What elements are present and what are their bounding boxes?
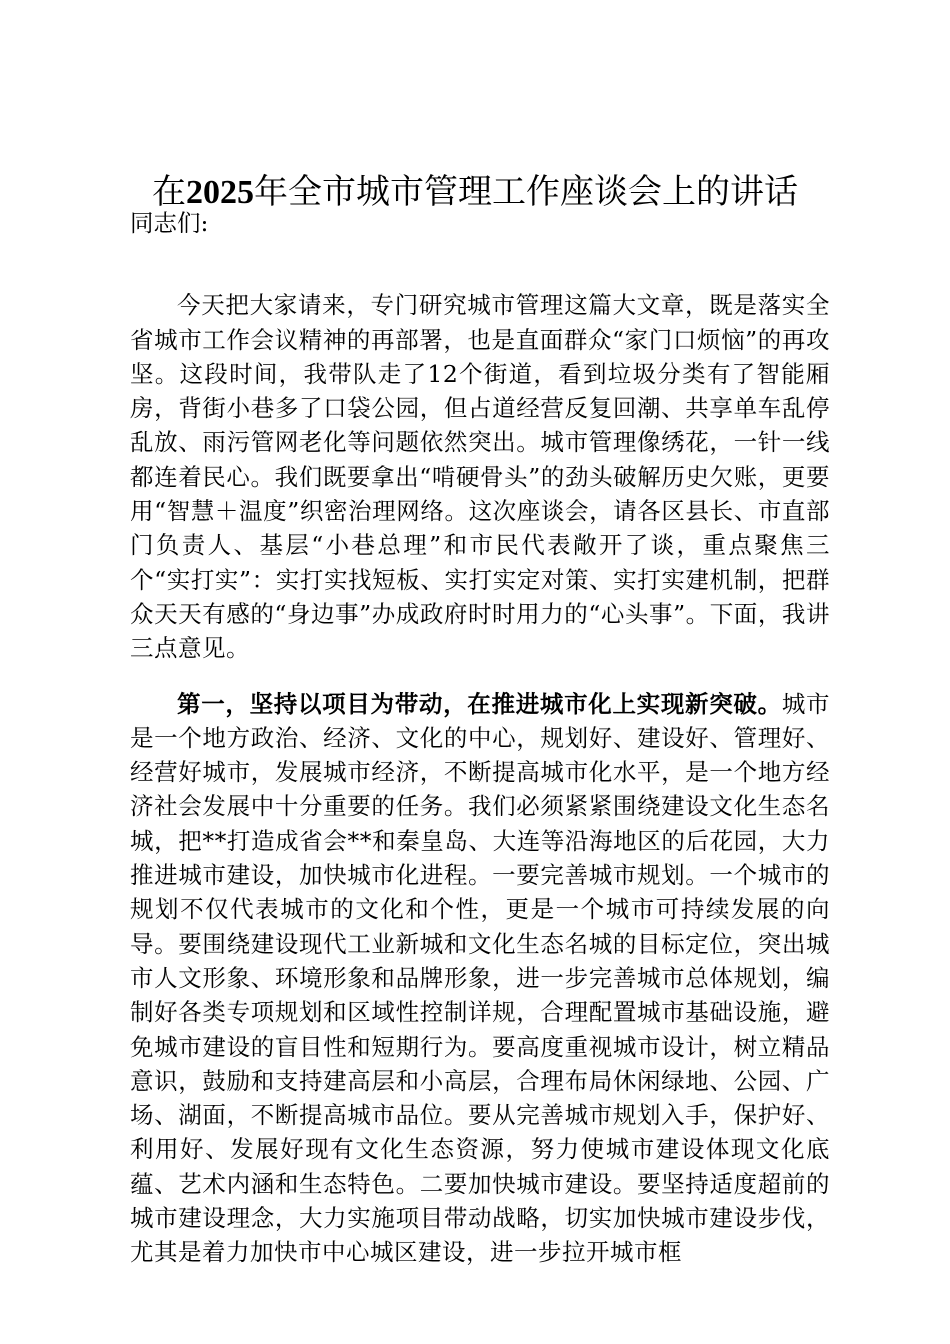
- paragraph-intro: 今天把大家请来，专门研究城市管理这篇大文章，既是落实全省城市工作会议精神的再部署，也是直面群众“家门口烦恼”的再攻坚。这段时间，我带队走了12个街道，看到垃圾分类有了智能厢房，背街小巷多了口袋公园，但占道经营反复回潮、共享单车乱停乱放、雨污管网老化等问题依然突出。城市管理像绣花，一针一线都连着民心。我们既要拿出“啃硬骨头”的劲头破解历史欠账，更要用“智慧＋温度”织密治理网络。这次座谈会，请各区县长、市直部门负责人、基层“小巷总理”和市民代表敞开了谈，重点聚焦三个“实打实”：实打实找短板、实打实定对策、实打实建机制，把群众天天有感的“身边事”办成政府时时用力的“心头事”。下面，我讲三点意见。: [130, 291, 830, 663]
- title-year: 2025: [186, 174, 254, 211]
- paragraph-body-text: 城市是一个地方政治、经济、文化的中心，规划好、建设好、管理好、经营好城市，发展城市经济，不断提高城市化水平，是一个地方经济社会发展中十分重要的任务。我们必须紧紧围绕建设文化生态名城，把**打造成省会**和秦皇岛、大连等沿海地区的后花园，大力推进城市建设，加快城市化进程。一要完善城市规划。一个城市的规划不仅代表城市的文化和个性，更是一个城市可持续发展的向导。要围绕建设现代工业新城和文化生态名城的目标定位，突出城市人文形象、环境形象和品牌形象，进一步完善城市总体规划，编制好各类专项规划和区域性控制详规，合理配置城市基础设施，避免城市建设的盲目性和短期行为。要高度重视城市设计，树立精品意识，鼓励和支持建高层和小高层，合理布局休闲绿地、公园、广场、湖面，不断提高城市品位。要从完善城市规划入手，保护好、利用好、发展好现有文化生态资源，努力使城市建设体现文化底蕴、艺术内涵和生态特色。二要加快城市建设。要坚持适度超前的城市建设理念，大力实施项目带动战略，切实加快城市建设步伐，尤其是着力加快市中心城区建设，进一步拉开城市框: [130, 689, 831, 1267]
- paragraph-first-point: [130, 687, 830, 1270]
- paragraph-lead-heading: 第一，坚持以项目为带动，在推进城市化上实现新突破。: [177, 689, 782, 718]
- salutation: 同志们:: [130, 209, 209, 237]
- document-body: [130, 206, 830, 1270]
- title-prefix: 在: [152, 172, 186, 212]
- title-suffix: 年全市城市管理工作座谈会上的讲话: [254, 172, 798, 212]
